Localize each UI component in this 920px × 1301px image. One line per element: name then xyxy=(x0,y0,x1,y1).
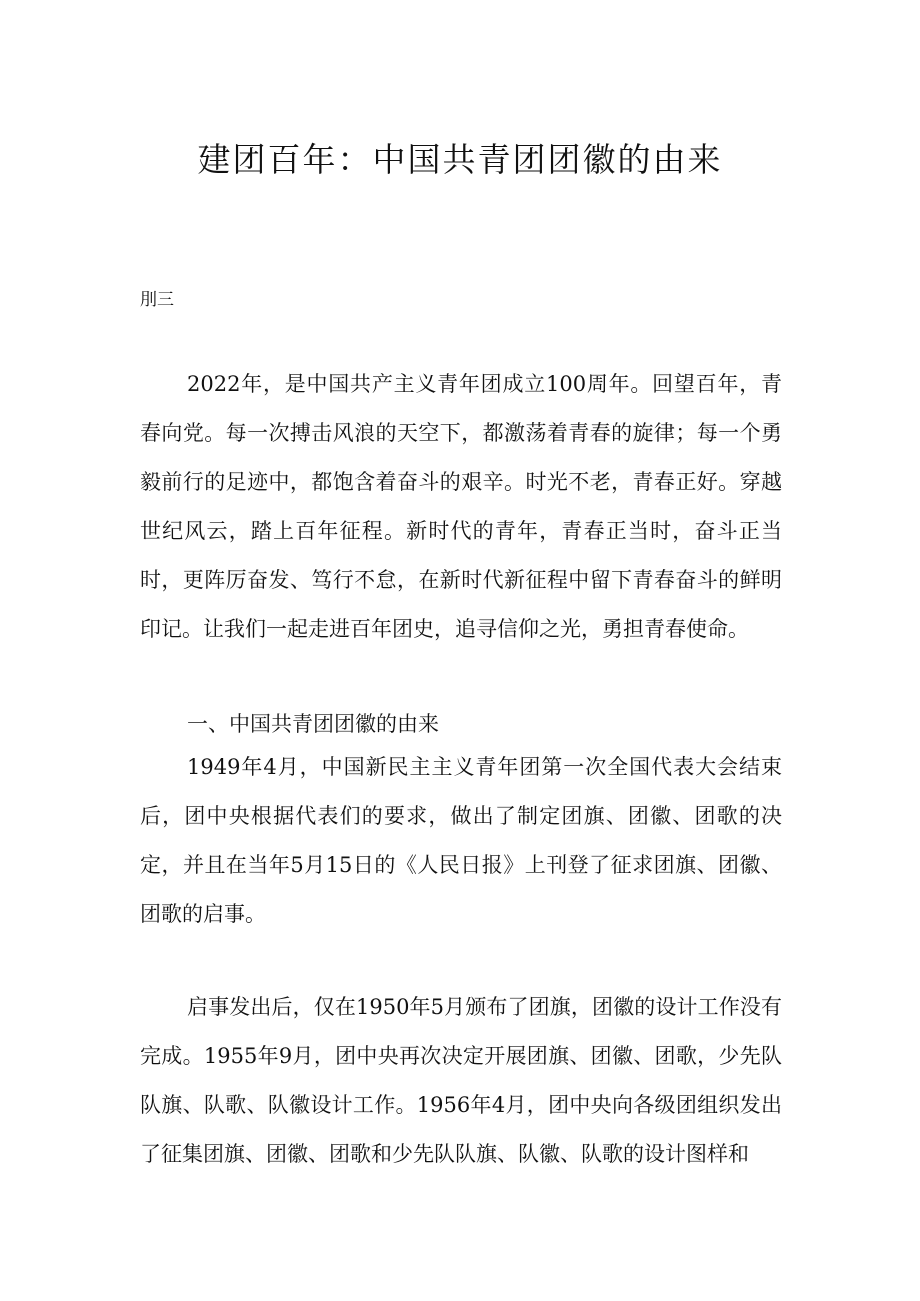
preface-label: 刖三 xyxy=(140,290,174,310)
body-paragraph-1: 1949年4月，中国新民主主义青年团第一次全国代表大会结束后，团中央根据代表们的要求，做出了制定团旗、团徽、团歌的决定，并且在当年5月15日的《人民日报》上刊登了征求团旗、团徽、团歌的启事。 xyxy=(140,755,782,926)
body-paragraph-2: 启事发出后，仅在1950年5月颁布了团旗，团徽的设计工作没有完成。1955年9月，团中央再次决定开展团旗、团徽、团歌，少先队队旗、队歌、队徽设计工作。1956年4月，团中央向各级团组织发出了征集团旗、团徽、团歌和少先队队旗、队徽、队歌的设计图样和 xyxy=(140,995,782,1166)
document-title: 建团百年：中国共青团团徽的由来 xyxy=(197,140,723,179)
intro-paragraph: 2022年，是中国共产主义青年团成立100周年。回望百年，青春向党。每一次搏击风浪的天空下，都激荡着青春的旋律；每一个勇毅前行的足迹中，都饱含着奋斗的艰辛。时光不老，青春正好。穿越世纪风云，踏上百年征程。新时代的青年，青春正当时，奋斗正当时，更阵厉奋发、笃行不怠，在新时代新征程中留下青春奋斗的鲜明印记。让我们一起走进百年团史，追寻信仰之光，勇担青春使命。 xyxy=(140,372,782,641)
section-heading: 一、中国共青团团徽的由来 xyxy=(187,712,439,736)
